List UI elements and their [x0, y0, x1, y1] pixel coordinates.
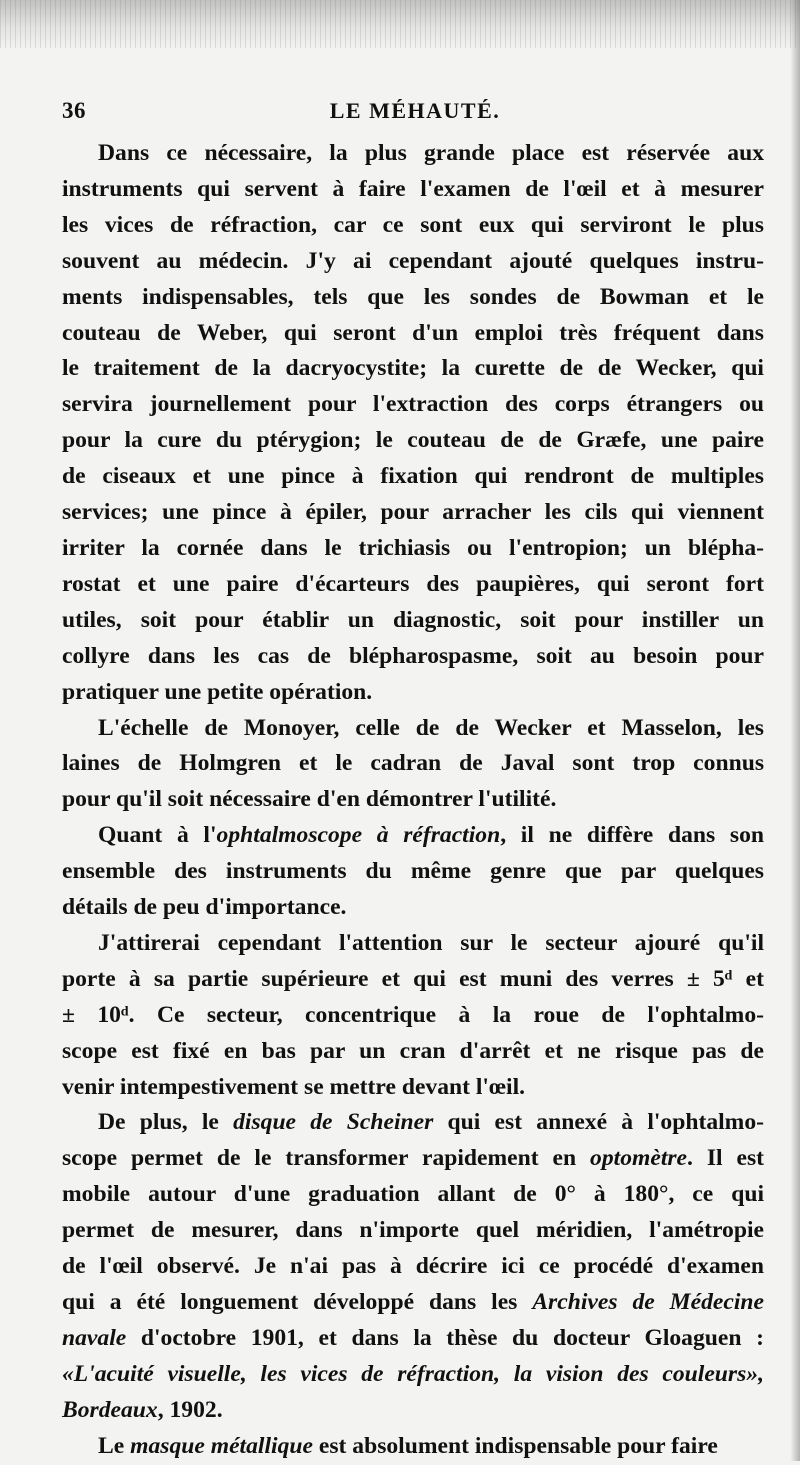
- italic-text: optomètre: [590, 1145, 688, 1172]
- body-text: [62, 136, 764, 1465]
- text-run: couteau de Weber, qui seront d'un emploi très fréquent dans: [62, 319, 764, 346]
- text-line: [62, 316, 764, 352]
- text-run: utiles, soit pour établir un diagnostic, soit pour instiller un: [62, 606, 764, 633]
- paragraph: [62, 818, 764, 926]
- page-header: [62, 98, 768, 132]
- text-run: laines de Holmgren et le cadran de Javal sont trop connus: [62, 750, 764, 777]
- text-run: les vices de réfraction, car ce sont eux qui serviront le plus: [62, 211, 764, 238]
- text-run: d'octobre 1901, et dans la thèse du docteur Gloaguen :: [126, 1324, 764, 1351]
- text-line: [62, 459, 764, 495]
- text-line: [62, 208, 764, 244]
- text-run: Dans ce nécessaire, la plus grande place est réservée aux: [98, 140, 764, 166]
- italic-text: Archives de Médecine: [532, 1289, 764, 1315]
- text-run: services; une pince à épiler, pour arracher les cils qui viennent: [62, 499, 764, 526]
- text-line: [62, 1249, 764, 1285]
- paragraph: [62, 926, 764, 1106]
- text-line: [62, 711, 764, 747]
- text-line: [62, 172, 764, 208]
- text-run: , 1902.: [157, 1396, 223, 1423]
- text-run: servira journellement pour l'extraction des corps étrangers ou: [62, 391, 764, 418]
- text-run: Quant à l': [98, 822, 217, 849]
- text-run: scope permet de le transformer rapidement en: [62, 1145, 591, 1172]
- text-run: pour la cure du ptérygion; le couteau de de Græfe, une paire: [62, 427, 764, 454]
- text-run: détails de peu d'importance.: [62, 894, 347, 921]
- text-line: [62, 603, 764, 639]
- text-run: porte à sa partie supérieure et qui est muni des verres ± 5ᵈ et: [62, 965, 764, 992]
- text-run: ensemble des instruments du même genre que par quelques: [62, 858, 764, 885]
- italic-text: ophtalmoscope à réfraction: [216, 822, 501, 849]
- italic-text: Bordeaux: [62, 1396, 158, 1423]
- text-line: [62, 1105, 764, 1141]
- text-run: . Il est: [687, 1145, 764, 1172]
- scan-top-edge: [0, 0, 800, 48]
- text-run: Le: [98, 1432, 131, 1459]
- italic-text: disque de Scheiner: [233, 1109, 434, 1136]
- text-line: [62, 1034, 764, 1070]
- text-run: , il ne diffère dans son: [500, 822, 764, 849]
- text-line: [62, 782, 764, 818]
- text-line: [62, 280, 764, 316]
- italic-text: masque métallique: [130, 1432, 313, 1459]
- text-line: [62, 1177, 764, 1213]
- text-run: J'attirerai cependant l'attention sur le secteur ajouré qu'il: [98, 929, 764, 956]
- text-run: ments indispensables, tels que les sondes de Bowman et le: [62, 283, 764, 310]
- text-run: irriter la cornée dans le trichiasis ou l'entropion; un blépha-: [62, 534, 764, 561]
- text-line: [62, 962, 764, 998]
- text-line: [62, 495, 764, 531]
- page-number: 36: [62, 98, 86, 123]
- paragraph: [62, 1105, 764, 1428]
- paragraph: [62, 136, 764, 711]
- text-line: [62, 746, 764, 782]
- text-line: [62, 1393, 764, 1429]
- text-line: [62, 423, 764, 459]
- scan-right-shadow: [790, 0, 800, 1461]
- text-line: [62, 675, 764, 711]
- text-run: De plus, le: [98, 1109, 234, 1136]
- text-line: [62, 351, 764, 387]
- text-run: instruments qui servent à faire l'examen de l'œil et à mesurer: [62, 175, 764, 202]
- text-run: scope est fixé en bas par un cran d'arrêt et ne risque pas de: [62, 1037, 764, 1064]
- text-line: [62, 387, 764, 423]
- text-run: rostat et une paire d'écarteurs des paupières, qui seront fort: [62, 570, 764, 597]
- italic-text: «L'acuité visuelle, les vices de réfraction, la vision des couleurs»,: [62, 1360, 764, 1387]
- text-line: [62, 1070, 764, 1106]
- text-run: L'échelle de Monoyer, celle de de Wecker et Masselon, les: [98, 714, 764, 741]
- text-run: le traitement de la dacryocystite; la curette de de Wecker, qui: [62, 355, 764, 382]
- text-run: pratiquer une petite opération.: [62, 678, 373, 705]
- text-line: [62, 998, 764, 1034]
- text-line: [62, 136, 764, 172]
- text-run: est absolument indispensable pour faire: [312, 1432, 718, 1459]
- text-line: [62, 890, 764, 926]
- text-line: [62, 854, 764, 890]
- italic-text: navale: [62, 1324, 127, 1351]
- text-run: qui est annexé à l'ophtalmo-: [433, 1109, 764, 1136]
- text-line: [62, 818, 764, 854]
- text-line: [62, 926, 764, 962]
- text-run: de ciseaux et une pince à fixation qui rendront de multiples: [62, 463, 764, 490]
- text-line: [62, 567, 764, 603]
- running-head: LE MÉHAUTÉ.: [329, 98, 501, 123]
- text-line: [62, 1429, 764, 1465]
- text-line: [62, 1213, 764, 1249]
- text-run: venir intempestivement se mettre devant l'œil.: [62, 1073, 526, 1100]
- text-run: pour qu'il soit nécessaire d'en démontrer l'utilité.: [62, 786, 557, 813]
- text-line: [62, 639, 764, 675]
- text-run: qui a été longuement développé dans les: [62, 1289, 533, 1315]
- text-line: [62, 531, 764, 567]
- paragraph: [62, 711, 764, 819]
- text-line: [62, 244, 764, 280]
- text-run: souvent au médecin. J'y ai cependant ajouté quelques instru-: [62, 247, 764, 274]
- text-run: mobile autour d'une graduation allant de 0° à 180°, ce qui: [62, 1181, 764, 1208]
- text-line: [62, 1357, 764, 1393]
- text-line: [62, 1321, 764, 1357]
- text-run: de l'œil observé. Je n'ai pas à décrire ici ce procédé d'examen: [62, 1253, 764, 1280]
- text-run: permet de mesurer, dans n'importe quel méridien, l'amétropie: [62, 1217, 764, 1244]
- text-line: [62, 1141, 764, 1177]
- text-run: ± 10ᵈ. Ce secteur, concentrique à la roue de l'ophtalmo-: [62, 1001, 764, 1028]
- text-run: collyre dans les cas de blépharospasme, soit au besoin pour: [62, 642, 764, 669]
- text-line: [62, 1285, 764, 1321]
- paragraph: [62, 1429, 764, 1465]
